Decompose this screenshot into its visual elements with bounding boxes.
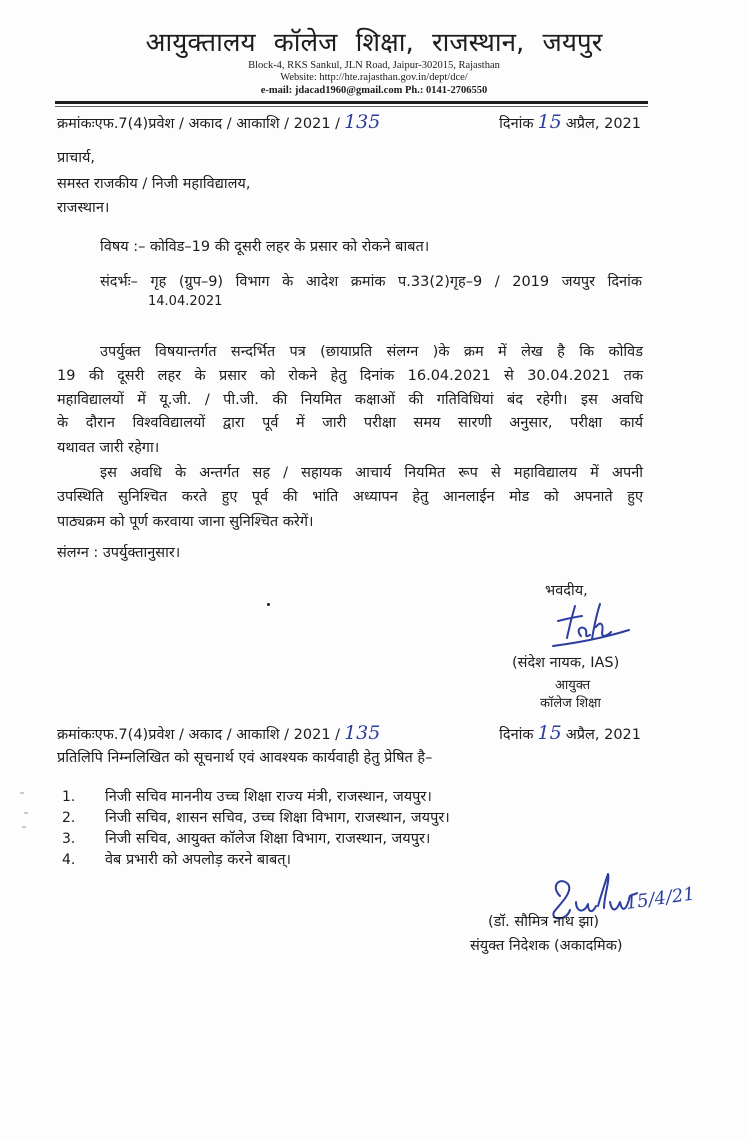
- copy-reference-date-label: दिनांक: [499, 727, 534, 743]
- commissioner-signature: [545, 598, 635, 658]
- subject-line: विषय :– कोविड–19 की दूसरी लहर के प्रसार को रोकने बाबत।: [100, 239, 430, 255]
- copy-reference-line: [57, 722, 641, 746]
- signatory-designation: आयुक्त: [555, 678, 591, 693]
- paragraph-1-line: उपर्युक्त विषयान्तर्गत सन्दर्भित पत्र (छायाप्रति संलग्न )के क्रम में लेख है कि कोविड: [100, 344, 643, 360]
- recipient-number: 2.: [62, 810, 76, 826]
- reference-line: [57, 111, 641, 135]
- copy-reference-number-prefix: क्रमांकःएफ.7(4)प्रवेश / अकाद / आकाशि / 2021 /: [57, 727, 341, 743]
- recipient-text: निजी सचिव, आयुक्त कॉलेज शिक्षा विभाग, राजस्थान, जयपुर।: [105, 831, 431, 847]
- reference-order-date: 14.04.2021: [148, 294, 223, 309]
- recipient-number: 4.: [62, 852, 76, 868]
- scan-edge-mark: [20, 792, 24, 794]
- paragraph-2-line: पाठ्यक्रम को पूर्ण करवाया जाना सुनिश्चित करेगें।: [57, 514, 314, 530]
- letterhead-divider-thin: [55, 106, 648, 107]
- copy-reference-number: [57, 722, 380, 746]
- letterhead-divider: [55, 101, 648, 104]
- recipient-text: वेब प्रभारी को अपलोड़ करने बाबत्।: [105, 852, 292, 868]
- letterhead-address: Block-4, RKS Sankul, JLN Road, Jaipur-302015, Rajasthan: [248, 60, 500, 71]
- reference-date-label: दिनांक: [499, 116, 534, 132]
- copy-reference-date: [499, 722, 641, 746]
- paragraph-2-line: इस अवधि के अन्तर्गत सह / सहायक आचार्य नियमित रूप से महाविद्यालय में अपनी: [100, 465, 643, 481]
- recipient-text: निजी सचिव, शासन सचिव, उच्च शिक्षा विभाग, राजस्थान, जयपुर।: [105, 810, 450, 826]
- addressee-line: प्राचार्य,: [57, 150, 95, 166]
- letterhead-title: आयुक्तालय कॉलेज शिक्षा, राजस्थान, जयपुर: [145, 28, 603, 58]
- copy-signatory-name: (डॉ. सौमित्र नाथ झा): [488, 914, 600, 930]
- letterhead-contact: e-mail: jdacad1960@gmail.com Ph.: 0141-2706550: [260, 85, 488, 96]
- recipient-text: निजी सचिव माननीय उच्च शिक्षा राज्य मंत्री, राजस्थान, जयपुर।: [105, 789, 432, 805]
- copy-reference-date-rest: अप्रैल, 2021: [565, 727, 641, 743]
- reference-number-prefix: क्रमांकःएफ.7(4)प्रवेश / अकाद / आकाशि / 2021 /: [57, 116, 341, 132]
- addressee-line: राजस्थान।: [57, 200, 110, 216]
- copy-reference-date-day: 15: [537, 722, 562, 744]
- reference-number: [57, 111, 380, 135]
- recipient-number: 1.: [62, 789, 76, 805]
- copy-reference-number-handwritten: 135: [344, 722, 381, 744]
- reference-date-day: 15: [537, 111, 562, 133]
- letterhead-website: Website: http://hte.rajasthan.gov.in/dept/dce/: [280, 72, 468, 83]
- reference-order-line: संदर्भः– गृह (ग्रुप–9) विभाग के आदेश क्रमांक प.33(2)गृह–9 / 2019 जयपुर दिनांक: [100, 274, 642, 290]
- handwritten-date: 15/4/21: [624, 883, 697, 914]
- scan-edge-mark: [22, 826, 26, 828]
- signatory-name: (संदेश नायक, IAS): [512, 655, 620, 671]
- scan-edge-mark: [24, 812, 28, 814]
- scan-speck: [267, 603, 270, 606]
- copy-signatory-designation: संयुक्त निदेशक (अकादमिक): [470, 938, 623, 954]
- recipient-number: 3.: [62, 831, 76, 847]
- enclosure-line: संलग्न : उपर्युक्तानुसार।: [57, 545, 181, 561]
- reference-date: [499, 111, 641, 135]
- paragraph-2-line: उपस्थिति सुनिश्चित करते हुए पूर्व की भांति अध्यापन हेतु आनलाईन मोड को अपनाते हुए: [57, 489, 643, 505]
- closing-line: भवदीय,: [545, 583, 588, 599]
- paragraph-1-line: 19 की दूसरी लहर के प्रसार को रोकने हेतु दिनांक 16.04.2021 से 30.04.2021 तक: [57, 368, 643, 384]
- signatory-department: कॉलेज शिक्षा: [540, 696, 601, 711]
- paragraph-1-line: यथावत जारी रहेगा।: [57, 440, 160, 456]
- copy-intro: प्रतिलिपि निम्नलिखित को सूचनार्थ एवं आवश्यक कार्यवाही हेतु प्रेषित है–: [57, 750, 433, 766]
- paragraph-1-line: के दौरान विश्वविद्यालयों द्वारा पूर्व में जारी परीक्षा समय सारणी अनुसार, परीक्षा कार्य: [57, 415, 643, 431]
- reference-number-handwritten: 135: [344, 111, 381, 133]
- reference-date-rest: अप्रैल, 2021: [565, 116, 641, 132]
- addressee-line: समस्त राजकीय / निजी महाविद्यालय,: [57, 176, 251, 192]
- paragraph-1-line: महाविद्यालयों में यू.जी. / पी.जी. की नियमित कक्षाओं की गतिविधियां बंद रहेगी। इस अवधि: [57, 392, 643, 408]
